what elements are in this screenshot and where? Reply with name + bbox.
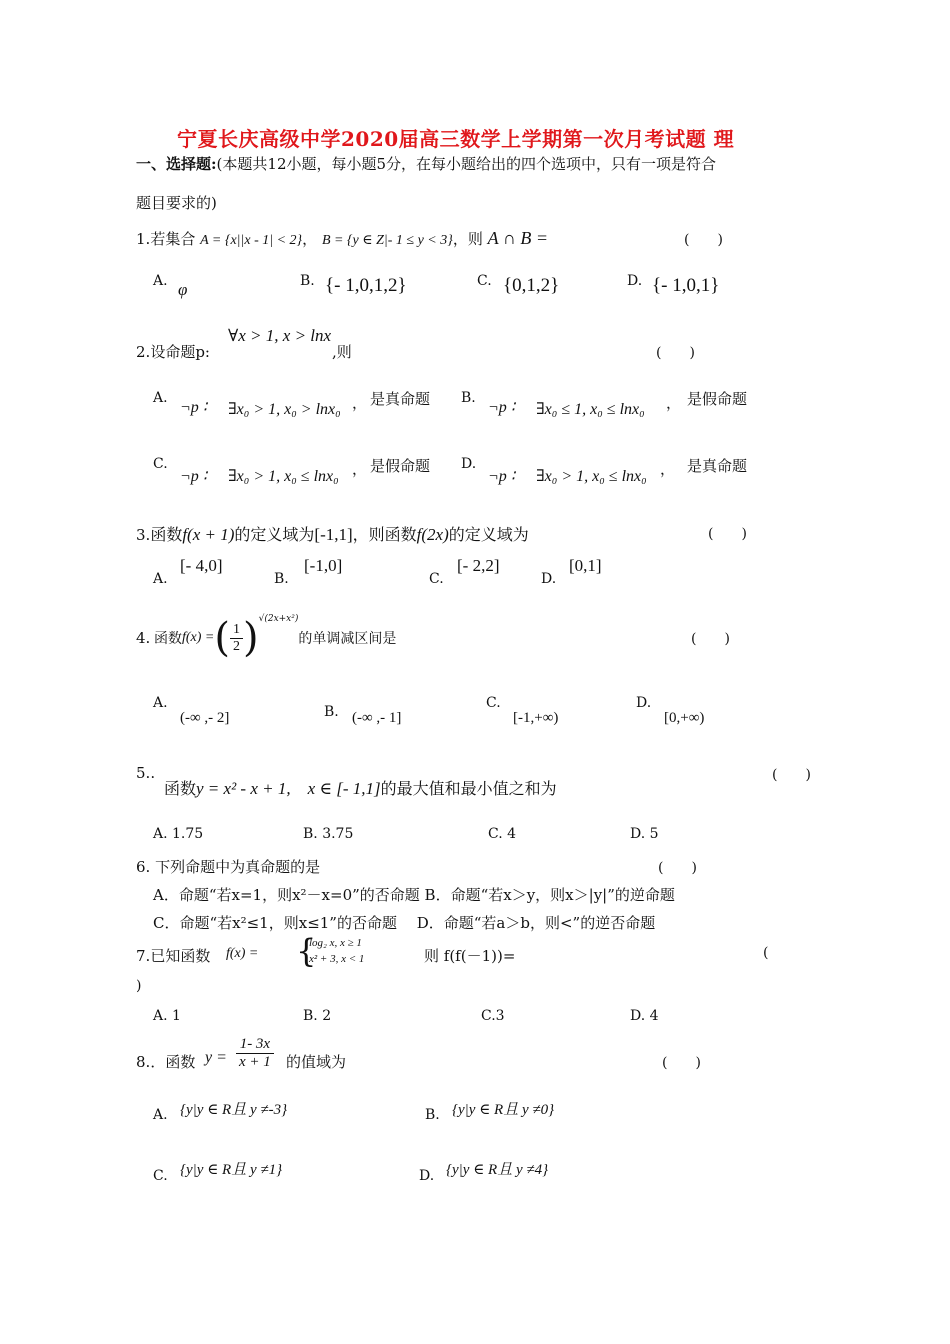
- q8-option-d-label: D.: [419, 1168, 435, 1184]
- q2-answer-paren: ( ): [656, 345, 695, 361]
- q5-number: 5.: [136, 764, 151, 782]
- q7-option-a: [153, 1008, 181, 1024]
- q1-option-b-label: B.: [300, 273, 315, 289]
- q2-option-d-label: D.: [461, 456, 477, 472]
- q7-option-b-value: 2: [322, 1008, 332, 1024]
- q7-paren-open: (: [763, 945, 769, 961]
- q8-fraction: [236, 1036, 274, 1071]
- q1-expr: A ∩ B =: [487, 228, 548, 248]
- q2-option-c-label: C.: [153, 456, 168, 472]
- section-header: [136, 153, 716, 174]
- q1-option-a-label: A.: [153, 273, 168, 289]
- q2-option-d-comma: ，: [660, 460, 676, 478]
- q7-paren-close: ): [136, 978, 142, 994]
- q5-option-d: [630, 826, 659, 842]
- q2-option-c-neg: ¬p ∶: [180, 468, 207, 485]
- q4-paren-right: ): [242, 615, 259, 661]
- q1-set-b: B = {y ∈ Z|- 1 ≤ y < 3}: [321, 233, 453, 248]
- q2-number: 2.: [136, 343, 151, 361]
- question-1: [136, 228, 548, 249]
- q3-answer-paren: ( ): [708, 526, 747, 542]
- q4-frac-den: 2: [232, 638, 240, 654]
- q2-option-a-expr: ∃x₀ > 1, x₀ > lnx₀: [228, 401, 341, 418]
- q5-option-d-label: D.: [630, 826, 646, 842]
- q5-option-c-value: 4: [507, 826, 517, 842]
- question-3: [136, 522, 529, 545]
- q7-option-b-label: B.: [303, 1008, 318, 1024]
- q7-option-d-value: 4: [649, 1008, 659, 1024]
- q3-option-b-label: B.: [274, 571, 289, 587]
- q3-expr-c: f(2x): [416, 525, 449, 544]
- q2-option-a-verdict: 是真命题: [370, 390, 431, 408]
- q3-text-c: ，则函数: [352, 525, 417, 544]
- q5-option-b: [303, 826, 353, 842]
- q3-option-b-value: [-1,0]: [304, 556, 343, 575]
- q5-expr: y = x² - x + 1, x ∈ [- 1,1]: [196, 779, 381, 798]
- q5-option-d-value: 5: [649, 826, 659, 842]
- question-8: [136, 1051, 195, 1072]
- q5-option-b-label: B.: [303, 826, 318, 842]
- q7-number: 7.: [136, 947, 151, 965]
- q8-option-c-value: {y|y ∈ R且 y ≠1}: [180, 1162, 283, 1178]
- q2-option-b-comma: ，: [666, 394, 682, 412]
- q6-options-line-a: A．命题“若x=1，则x²－x=0”的否命题 B．命题“若x＞y，则x＞|y|”的逆命题: [153, 886, 675, 904]
- q7-option-b: [303, 1008, 331, 1024]
- page-title: 宁夏长庆高级中学2020届高三数学上学期第一次月考试题 理: [177, 127, 735, 151]
- question-5: [164, 774, 557, 799]
- q8-option-d-value: {y|y ∈ R且 y ≠4}: [446, 1162, 549, 1178]
- q3-option-d-label: D.: [541, 571, 557, 587]
- q8-answer-paren: ( ): [662, 1055, 701, 1071]
- q3-option-a-value: [- 4,0]: [180, 556, 223, 575]
- q1-option-c-label: C.: [477, 273, 492, 289]
- q2-option-b-verdict: 是假命题: [687, 390, 748, 408]
- q3-text-d: 的定义域为: [448, 525, 529, 544]
- q3-expr-b: [-1,1]: [314, 525, 353, 544]
- q3-expr-a: f(x + 1): [182, 525, 235, 544]
- q3-number: 3.: [136, 526, 151, 544]
- q2-tail: ,则: [332, 343, 352, 361]
- q2-option-a-neg: ¬p ∶: [180, 399, 207, 416]
- section-heading: 一、选择题:: [136, 155, 217, 173]
- question-5-number: [136, 764, 155, 782]
- q7-option-a-label: A.: [153, 1008, 168, 1024]
- q8-option-a-value: {y|y ∈ R且 y ≠-3}: [180, 1102, 288, 1118]
- q4-answer-paren: ( ): [691, 631, 730, 647]
- q7-option-a-value: 1: [172, 1008, 181, 1024]
- question-2: [136, 341, 210, 362]
- q4-option-d-value: [0,+∞): [664, 710, 705, 726]
- q5-dot: .: [150, 764, 156, 782]
- q1-option-d-label: D.: [627, 273, 643, 289]
- q1-set-a: A = {x||x - 1| < 2}: [200, 233, 303, 248]
- q2-option-b-label: B.: [461, 390, 476, 406]
- q7-option-d-label: D.: [630, 1008, 646, 1024]
- q2-option-b-expr: ∃x₀ ≤ 1, x₀ ≤ lnx₀: [536, 401, 645, 418]
- q2-option-d-verdict: 是真命题: [687, 457, 748, 475]
- q5-option-a-value: 1.75: [172, 826, 204, 842]
- q1-sep: ，: [302, 230, 318, 248]
- q6-text: 下列命题中为真命题的是: [155, 858, 321, 876]
- q7-option-c-value: 3: [495, 1008, 505, 1024]
- q4-option-d-label: D.: [636, 695, 652, 711]
- section-desc-line2: 题目要求的): [136, 194, 217, 212]
- q7-option-d: [630, 1008, 659, 1024]
- q4-frac-num: 1: [230, 622, 243, 639]
- q4-expr-a: f(x) =: [182, 630, 215, 645]
- q8-option-b-value: {y|y ∈ R且 y ≠0}: [452, 1102, 555, 1118]
- question-6: [136, 856, 320, 877]
- q5-answer-paren: ( ): [772, 767, 811, 783]
- q8-option-a-label: A.: [153, 1107, 168, 1123]
- q5-option-b-value: 3.75: [322, 826, 354, 842]
- q8-frac-num: 1- 3x: [236, 1036, 274, 1054]
- q5-option-c-label: C.: [488, 826, 503, 842]
- q2-option-a-label: A.: [153, 390, 168, 406]
- q1-number: 1.: [136, 230, 151, 248]
- q4-text-a: 函数: [154, 631, 182, 647]
- q3-option-d-value: [0,1]: [569, 556, 602, 575]
- question-7: [136, 945, 210, 966]
- q2-text: 设命题p:: [150, 343, 210, 361]
- q6-options-line-b: C．命题“若x²≤1，则x≤1”的否命题 D．命题“若a＞b，则<”的逆否命题: [153, 914, 656, 932]
- q3-option-c-value: [- 2,2]: [457, 556, 500, 575]
- q7-text: 已知函数: [150, 947, 211, 965]
- q4-option-a-value: (-∞ ,- 2]: [180, 710, 230, 726]
- q7-brace: {: [296, 932, 317, 970]
- q5-option-a-label: A.: [153, 826, 168, 842]
- q8-option-c-label: C.: [153, 1168, 168, 1184]
- q2-option-c-comma: ，: [352, 460, 368, 478]
- section-desc-line1: (本题共12小题，每小题5分，在每小题给出的四个选项中，只有一项是符合: [216, 155, 717, 173]
- q4-option-c-label: C.: [486, 695, 501, 711]
- q2-expr: ∀x > 1, x > lnx: [228, 326, 332, 345]
- q2-option-b-neg: ¬p ∶: [488, 399, 515, 416]
- q7-fx: f(x) =: [226, 946, 259, 961]
- q1-option-d-value: {- 1,0,1}: [652, 275, 720, 296]
- q1-option-a-value: φ: [178, 280, 188, 299]
- q2-option-c-verdict: 是假命题: [370, 457, 431, 475]
- q8-option-b-label: B.: [425, 1107, 440, 1123]
- q2-option-d-neg: ¬p ∶: [488, 468, 515, 485]
- q4-fraction: [230, 622, 243, 655]
- q1-option-b-value: {- 1,0,1,2}: [325, 275, 407, 296]
- q4-text-b: 的单调减区间是: [298, 631, 397, 647]
- q7-option-c-label: C.: [481, 1008, 496, 1024]
- q8-y: y =: [205, 1049, 227, 1066]
- q4-power: √(2x+x²): [258, 614, 299, 624]
- q7-case-2: x² + 3, x < 1: [309, 953, 365, 965]
- q7-option-c: [481, 1008, 505, 1024]
- q8-number: 8.: [136, 1053, 151, 1071]
- q3-text-b: 的定义域为: [234, 525, 315, 544]
- q8-text-b: 的值域为: [286, 1053, 347, 1071]
- q6-number: 6.: [136, 858, 151, 876]
- q3-option-a-label: A.: [153, 571, 168, 587]
- question-4: [154, 614, 397, 661]
- q4-option-a-label: A.: [153, 695, 168, 711]
- q2-option-d-expr: ∃x₀ > 1, x₀ ≤ lnx₀: [536, 468, 647, 485]
- q4-option-c-value: [-1,+∞): [513, 710, 559, 726]
- q2-option-c-expr: ∃x₀ > 1, x₀ ≤ lnx₀: [228, 468, 339, 485]
- q6-answer-paren: ( ): [658, 860, 697, 876]
- q4-option-b-label: B.: [324, 704, 339, 720]
- q5-option-c: [488, 826, 516, 842]
- q1-text: 若集合: [150, 230, 196, 248]
- q5-text-b: 的最大值和最小值之和为: [380, 779, 557, 798]
- q7-case-1: log₂ x, x ≥ 1: [309, 937, 362, 949]
- q1-tail: ，则: [452, 230, 483, 248]
- q8-text-a: ．函数: [150, 1053, 196, 1071]
- q1-answer-paren: ( ): [684, 232, 723, 248]
- q4-option-b-value: (-∞ ,- 1]: [352, 710, 402, 726]
- q7-tail: 则 f(f(－1))=: [424, 947, 516, 965]
- q8-frac-den: x + 1: [239, 1054, 271, 1070]
- q3-text-a: 函数: [150, 525, 183, 544]
- q5-option-a: [153, 826, 203, 842]
- q2-option-a-comma: ，: [352, 394, 368, 412]
- q3-option-c-label: C.: [429, 571, 444, 587]
- q4-number: 4.: [136, 629, 151, 647]
- q5-text-a: 函数: [164, 779, 197, 798]
- q1-option-c-value: {0,1,2}: [503, 275, 560, 296]
- q4-paren-left: (: [214, 615, 230, 661]
